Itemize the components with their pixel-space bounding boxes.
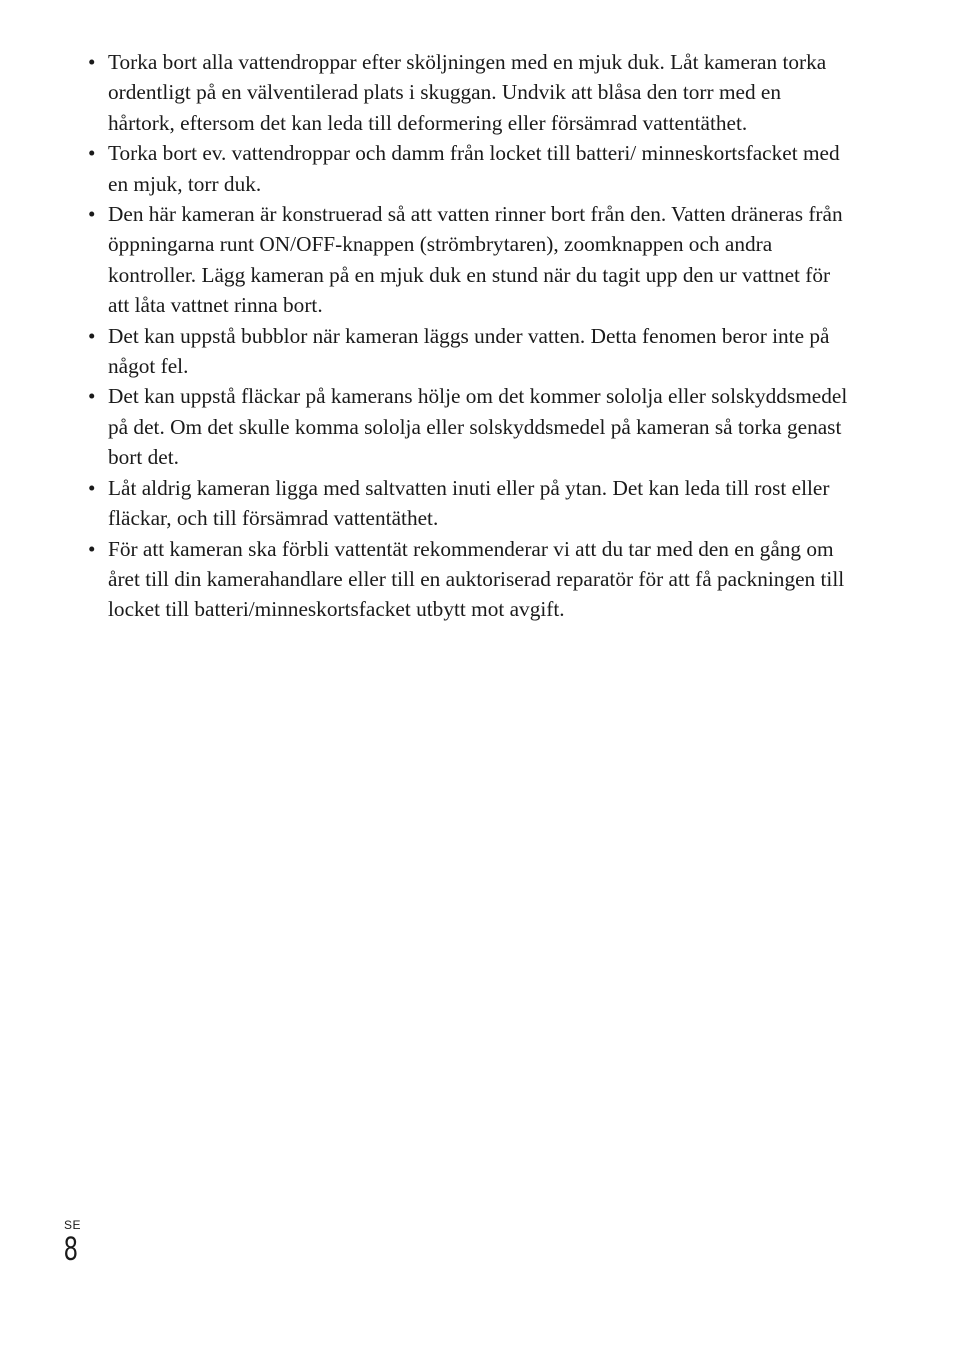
list-item-text: För att kameran ska förbli vattentät rekommenderar vi att du tar med den en gång om året till din kamerahandlare eller till en auktoriserad reparatör för att få packningen till locket till batteri/minneskortsfacket utbytt mot avgift.	[108, 536, 845, 622]
bullet-icon: •	[88, 323, 96, 348]
list-item	[88, 534, 848, 625]
document-body	[88, 47, 848, 625]
bullet-icon: •	[88, 50, 96, 74]
bullet-icon: •	[88, 202, 96, 227]
list-item	[88, 381, 848, 472]
page-footer	[64, 1218, 83, 1266]
list-item	[88, 138, 848, 199]
page-number: 8	[64, 1230, 78, 1268]
language-code: SE	[64, 1218, 82, 1232]
list-item-text: Den här kameran är konstruerad så att vatten rinner bort från den. Vatten dräneras från öppningarna runt ON/OFF-knappen (strömbrytaren), zoomknappen och andra kontroller. Lägg kameran på en mjuk duk en stund när du tagit upp den ur vattnet för att låta vattnet rinna bort.	[108, 202, 843, 318]
list-item	[88, 321, 848, 382]
list-item	[88, 473, 848, 534]
list-item-text: Torka bort alla vattendroppar efter sköljningen med en mjuk duk. Låt kameran torka ordentligt på en välventilerad plats i skuggan. Undvik att blåsa den torr med en hårtork, eftersom det kan leda till deformering eller försämrad vattentäthet.	[108, 50, 827, 135]
bullet-list	[88, 47, 848, 625]
bullet-icon: •	[88, 141, 96, 166]
list-item	[88, 47, 848, 138]
bullet-icon: •	[88, 384, 96, 409]
list-item-text: Låt aldrig kameran ligga med saltvatten inuti eller på ytan. Det kan leda till rost eller fläckar, och till försämrad vattentäthet.	[108, 475, 830, 531]
bullet-icon: •	[88, 475, 96, 500]
list-item	[88, 199, 848, 321]
list-item-text: Det kan uppstå fläckar på kamerans hölje om det kommer sololja eller solskyddsmedel på det. Om det skulle komma sololja eller solskyddsmedel på kameran så torka genast bort det.	[108, 384, 848, 470]
list-item-text: Torka bort ev. vattendroppar och damm från locket till batteri/ minneskortsfacket med en mjuk, torr duk.	[108, 141, 840, 196]
list-item-text: Det kan uppstå bubblor när kameran läggs under vatten. Detta fenomen beror inte på något fel.	[108, 323, 830, 379]
bullet-icon: •	[88, 536, 96, 561]
